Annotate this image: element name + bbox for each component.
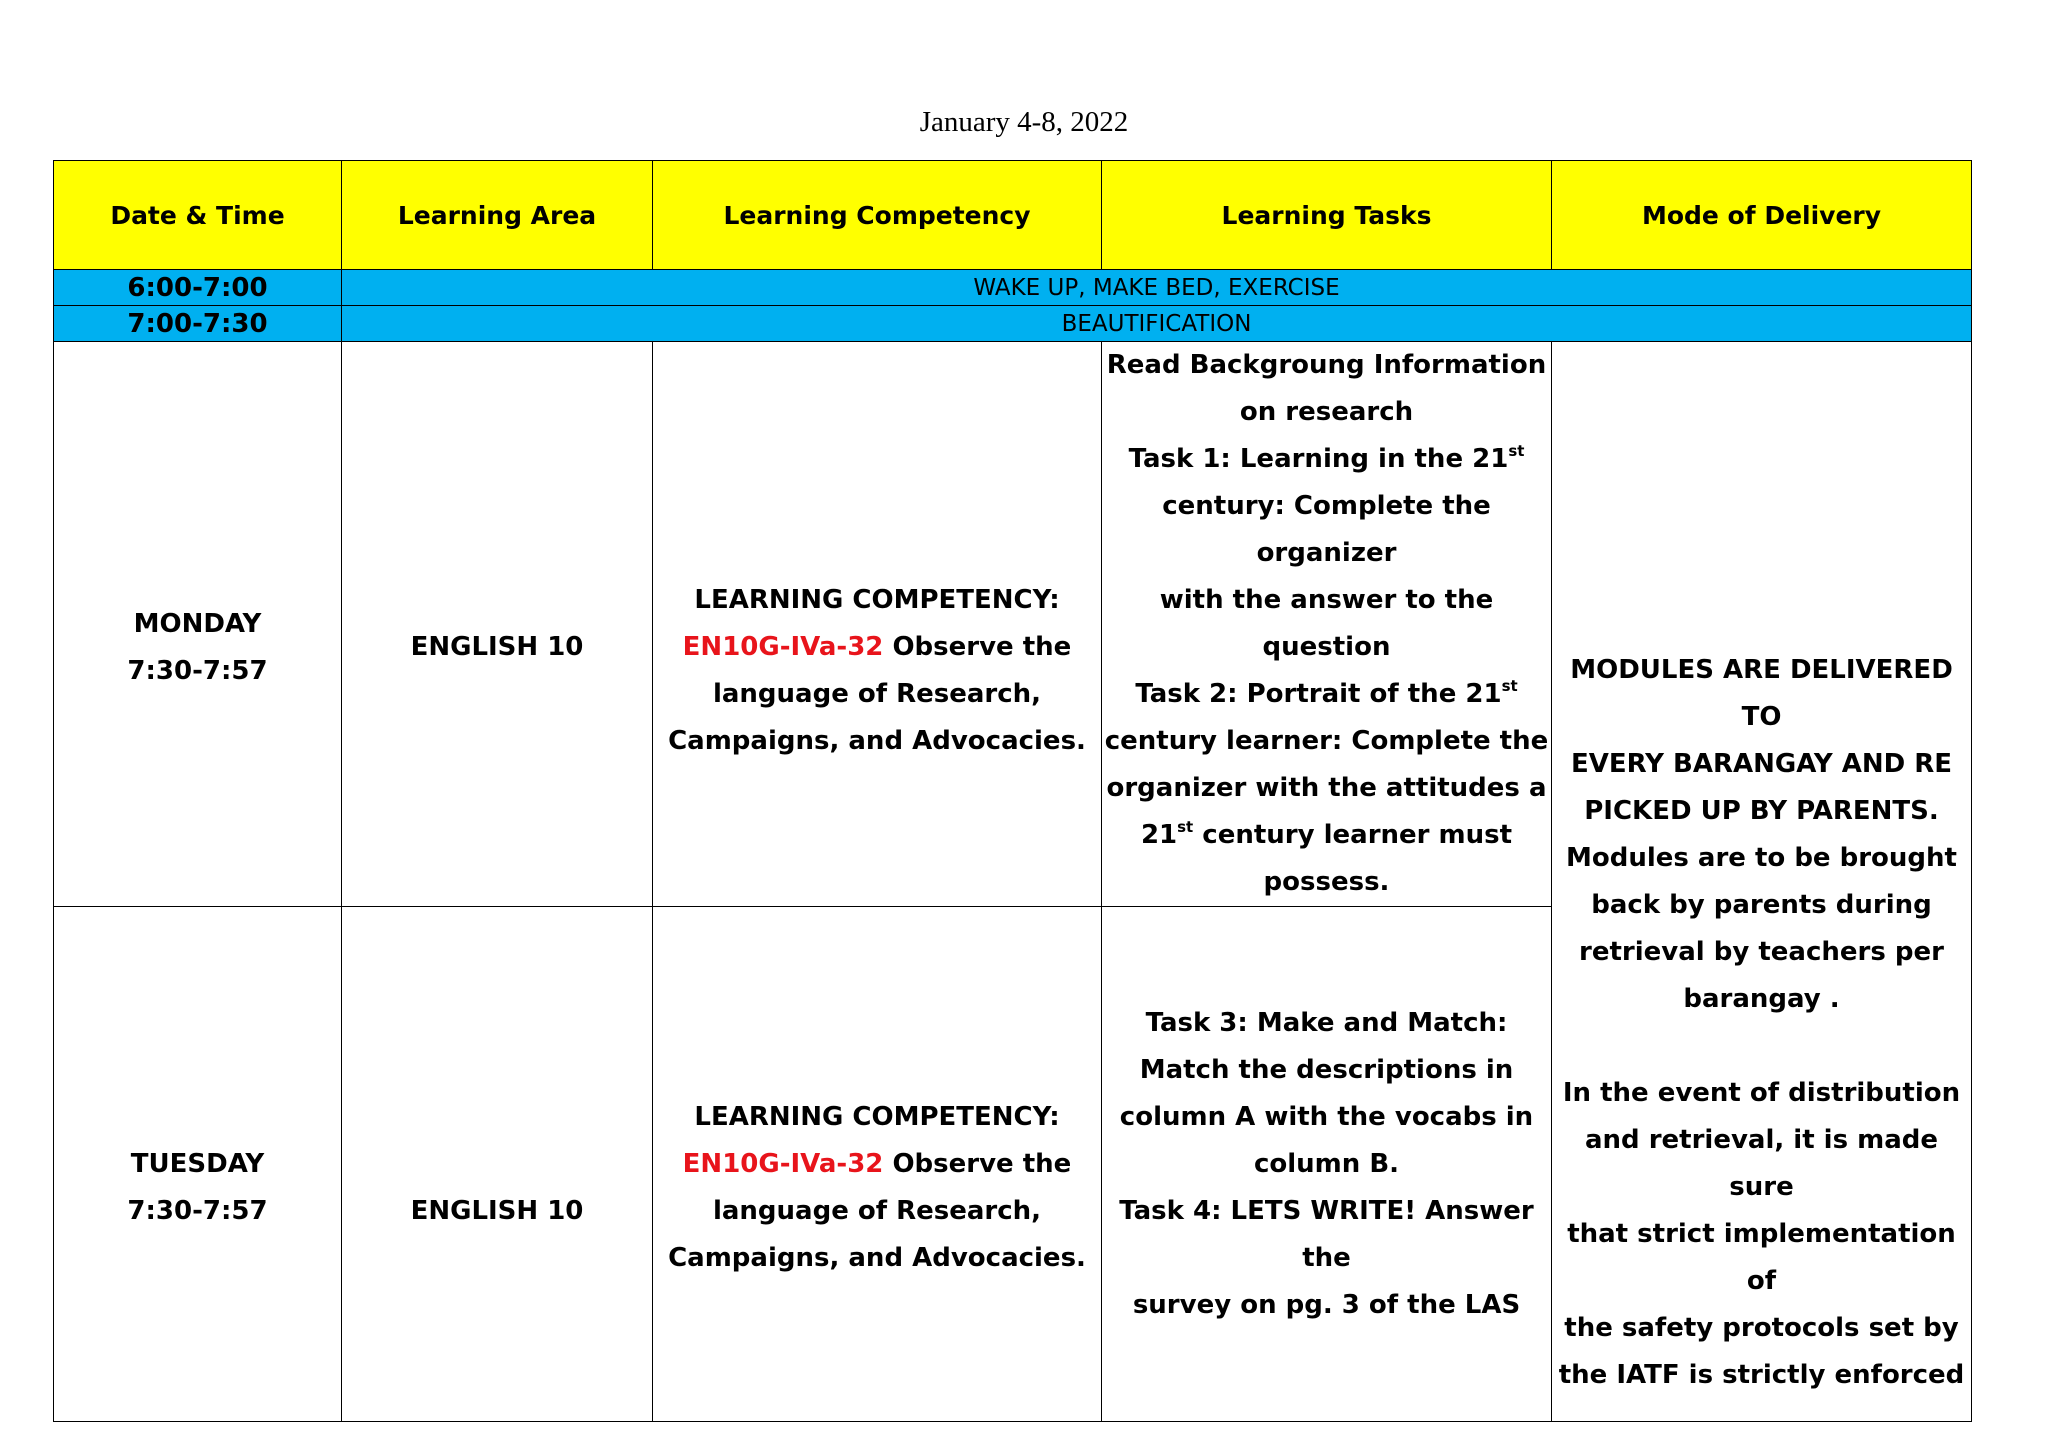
task-text: organizer with the attitudes a xyxy=(1106,773,1547,803)
task-line xyxy=(1102,812,1551,859)
task-text: on research xyxy=(1239,397,1414,427)
task-text: Task 3: Make and Match: xyxy=(1145,1007,1508,1038)
competency-text: Campaigns, and Advocacies. xyxy=(668,1242,1086,1273)
task-text: 21 xyxy=(1140,820,1178,850)
subject-name: ENGLISH 10 xyxy=(410,1195,584,1226)
task-text: century learner must xyxy=(1193,820,1513,850)
task-text: possess. xyxy=(1263,867,1390,897)
header-date-time: Date & Time xyxy=(54,161,342,270)
header-learning-competency: Learning Competency xyxy=(653,161,1102,270)
routine-time: 6:00-7:00 xyxy=(54,270,342,306)
header-mode-of-delivery: Mode of Delivery xyxy=(1552,161,1972,270)
task-text: Task 1: Learning in the 21 xyxy=(1128,444,1509,474)
day-name: TUESDAY xyxy=(130,1148,265,1179)
monday-row xyxy=(54,342,1972,907)
ordinal-suffix: st xyxy=(1177,818,1194,836)
competency-label: LEARNING COMPETENCY: xyxy=(694,1101,1060,1132)
tuesday-learning-competency xyxy=(653,907,1102,1422)
competency-text: Observe the xyxy=(883,1148,1072,1179)
ordinal-suffix: st xyxy=(1508,442,1525,460)
mode-text: retrieval by teachers per xyxy=(1579,936,1944,967)
task-text: column A with the vocabs in xyxy=(1119,1101,1534,1132)
routine-row xyxy=(54,270,1972,306)
monday-learning-tasks xyxy=(1102,342,1552,907)
tuesday-learning-area xyxy=(342,907,653,1422)
header-row xyxy=(54,161,1972,270)
competency-code: EN10G-IVa-32 xyxy=(682,632,884,662)
task-text: Read Backgroung Information xyxy=(1106,350,1547,380)
mode-text: EVERY BARANGAY AND RE xyxy=(1570,748,1953,779)
time-slot: 7:30-7:57 xyxy=(127,1195,268,1226)
task-text: survey on pg. 3 of the LAS xyxy=(1132,1289,1521,1320)
mode-text: MODULES ARE DELIVERED TO xyxy=(1570,654,1953,732)
mode-text: PICKED UP BY PARENTS. xyxy=(1584,795,1939,826)
mode-text: In the event of distribution xyxy=(1562,1077,1961,1108)
mode-text: back by parents during xyxy=(1591,889,1932,920)
mode-of-delivery-cell xyxy=(1552,342,1972,1422)
monday-learning-area xyxy=(342,342,653,907)
subject-name: ENGLISH 10 xyxy=(410,632,584,662)
mode-text: Modules are to be brought xyxy=(1566,842,1957,873)
task-line xyxy=(1102,436,1551,483)
routine-row xyxy=(54,306,1972,342)
task-text: Task 4: LETS WRITE! Answer the xyxy=(1119,1195,1534,1273)
competency-text: Observe the xyxy=(883,632,1072,662)
task-text: century learner: Complete the xyxy=(1104,726,1549,756)
competency-text: Campaigns, and Advocacies. xyxy=(668,726,1086,756)
competency-label: LEARNING COMPETENCY: xyxy=(694,585,1060,615)
competency-text: language of Research, xyxy=(712,679,1042,709)
monday-learning-competency xyxy=(653,342,1102,907)
ordinal-suffix: st xyxy=(1501,677,1518,695)
header-learning-area: Learning Area xyxy=(342,161,653,270)
routine-activity: WAKE UP, MAKE BED, EXERCISE xyxy=(342,270,1972,306)
competency-line xyxy=(653,624,1101,671)
mode-text: the IATF is strictly enforced xyxy=(1558,1359,1965,1390)
competency-code: EN10G-IVa-32 xyxy=(682,1148,884,1179)
mode-text: that strict implementation of xyxy=(1567,1218,1956,1296)
day-name: MONDAY xyxy=(133,608,262,639)
time-slot: 7:30-7:57 xyxy=(127,655,268,686)
competency-text: language of Research, xyxy=(712,1195,1042,1226)
task-text: Match the descriptions in xyxy=(1139,1054,1514,1085)
task-text: with the answer to the question xyxy=(1159,585,1494,662)
mode-text: and retrieval, it is made sure xyxy=(1584,1124,1939,1202)
routine-time: 7:00-7:30 xyxy=(54,306,342,342)
tuesday-date-time xyxy=(54,907,342,1422)
document-title: January 4-8, 2022 xyxy=(919,106,1129,138)
header-learning-tasks: Learning Tasks xyxy=(1102,161,1552,270)
monday-date-time xyxy=(54,342,342,907)
routine-activity: BEAUTIFICATION xyxy=(342,306,1972,342)
task-text: century: Complete the organizer xyxy=(1162,491,1491,568)
mode-text: barangay . xyxy=(1683,983,1840,1014)
tuesday-learning-tasks xyxy=(1102,907,1552,1422)
task-text: Task 2: Portrait of the 21 xyxy=(1135,679,1502,709)
task-text: column B. xyxy=(1253,1148,1400,1179)
mode-text: the safety protocols set by xyxy=(1564,1312,1959,1343)
mode-spacer xyxy=(1552,1023,1971,1070)
weekly-learning-plan-table xyxy=(53,160,1972,1422)
task-line xyxy=(1102,671,1551,718)
competency-line xyxy=(653,1141,1101,1188)
